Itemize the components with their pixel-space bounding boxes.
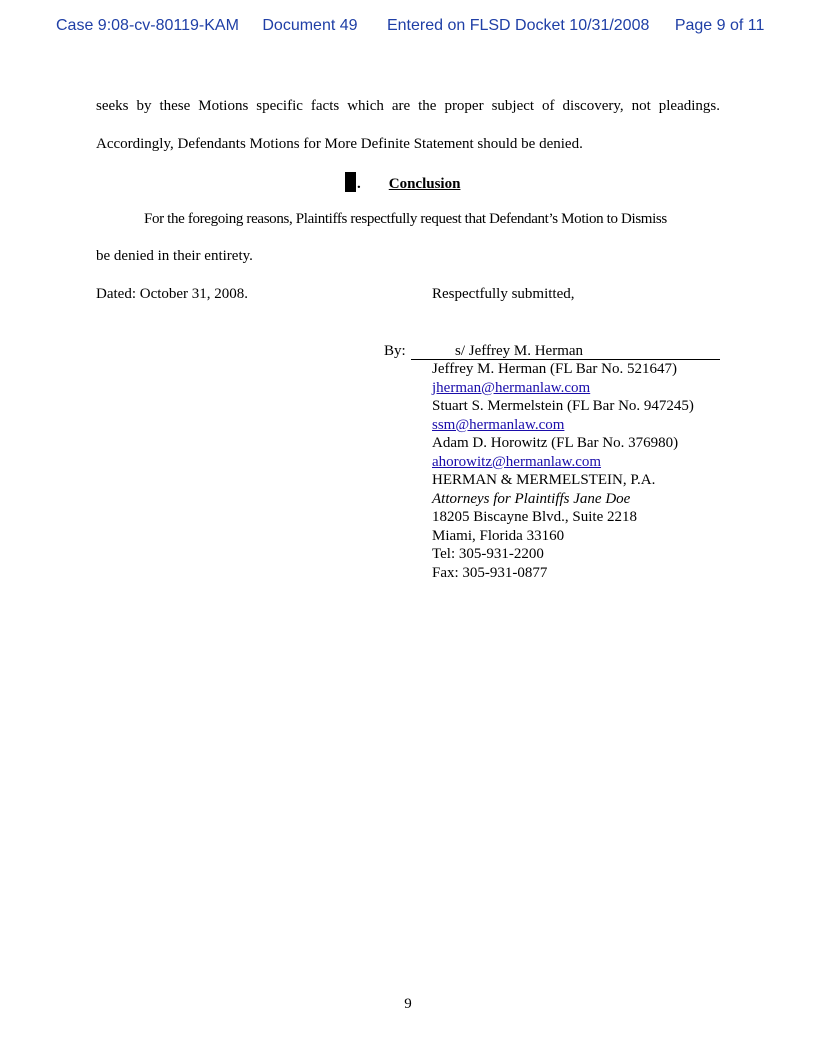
- date-line: Dated: October 31, 2008.: [96, 286, 249, 302]
- attorney-name: Jeffrey M. Herman (FL Bar No. 521647): [432, 361, 677, 377]
- paragraph-text: For the foregoing reasons, Plaintiffs respectfully request that Defendant’s Motion to Dismiss: [144, 211, 667, 227]
- signature-by-label: By:: [384, 343, 406, 359]
- firm-name: HERMAN & MERMELSTEIN, P.A.: [432, 472, 656, 488]
- redaction-block: [345, 172, 356, 192]
- telephone: Tel: 305-931-2200: [432, 546, 544, 562]
- section-heading: [345, 172, 460, 193]
- page-count: Page 9 of 11: [674, 17, 765, 34]
- attorney-name: Adam D. Horowitz (FL Bar No. 376980): [432, 435, 679, 451]
- electronic-signature: s/ Jeffrey M. Herman: [455, 343, 584, 359]
- email-link[interactable]: ahorowitz@hermanlaw.com: [432, 453, 602, 470]
- paragraph-text: be denied in their entirety.: [96, 248, 253, 264]
- case-number: Case 9:08-cv-80119-KAM: [56, 17, 239, 34]
- docket-header: [56, 17, 764, 35]
- address-line: Miami, Florida 33160: [432, 527, 565, 544]
- heading-marker: .: [357, 176, 361, 192]
- signature-block: [432, 360, 694, 582]
- email-link[interactable]: ssm@hermanlaw.com: [432, 416, 565, 433]
- signature-line: [411, 342, 720, 360]
- email-link[interactable]: jherman@hermanlaw.com: [432, 379, 591, 396]
- closing-line: Respectfully submitted,: [432, 286, 575, 302]
- attorneys-for: Attorneys for Plaintiffs Jane Doe: [432, 490, 631, 507]
- fax: Fax: 305-931-0877: [432, 564, 548, 581]
- page-number: 9: [404, 996, 412, 1012]
- docket-entry-date: Entered on FLSD Docket 10/31/2008: [386, 17, 650, 34]
- document-number: Document 49: [262, 17, 358, 34]
- paragraph-text: seeks by these Motions specific facts which are the proper subject of discovery, not pleadings.: [96, 98, 720, 114]
- address-line: 18205 Biscayne Blvd., Suite 2218: [432, 509, 637, 525]
- paragraph-text: Accordingly, Defendants Motions for More Definite Statement should be denied.: [96, 136, 583, 152]
- section-title: Conclusion: [388, 176, 461, 192]
- attorney-name: Stuart S. Mermelstein (FL Bar No. 947245): [432, 398, 694, 414]
